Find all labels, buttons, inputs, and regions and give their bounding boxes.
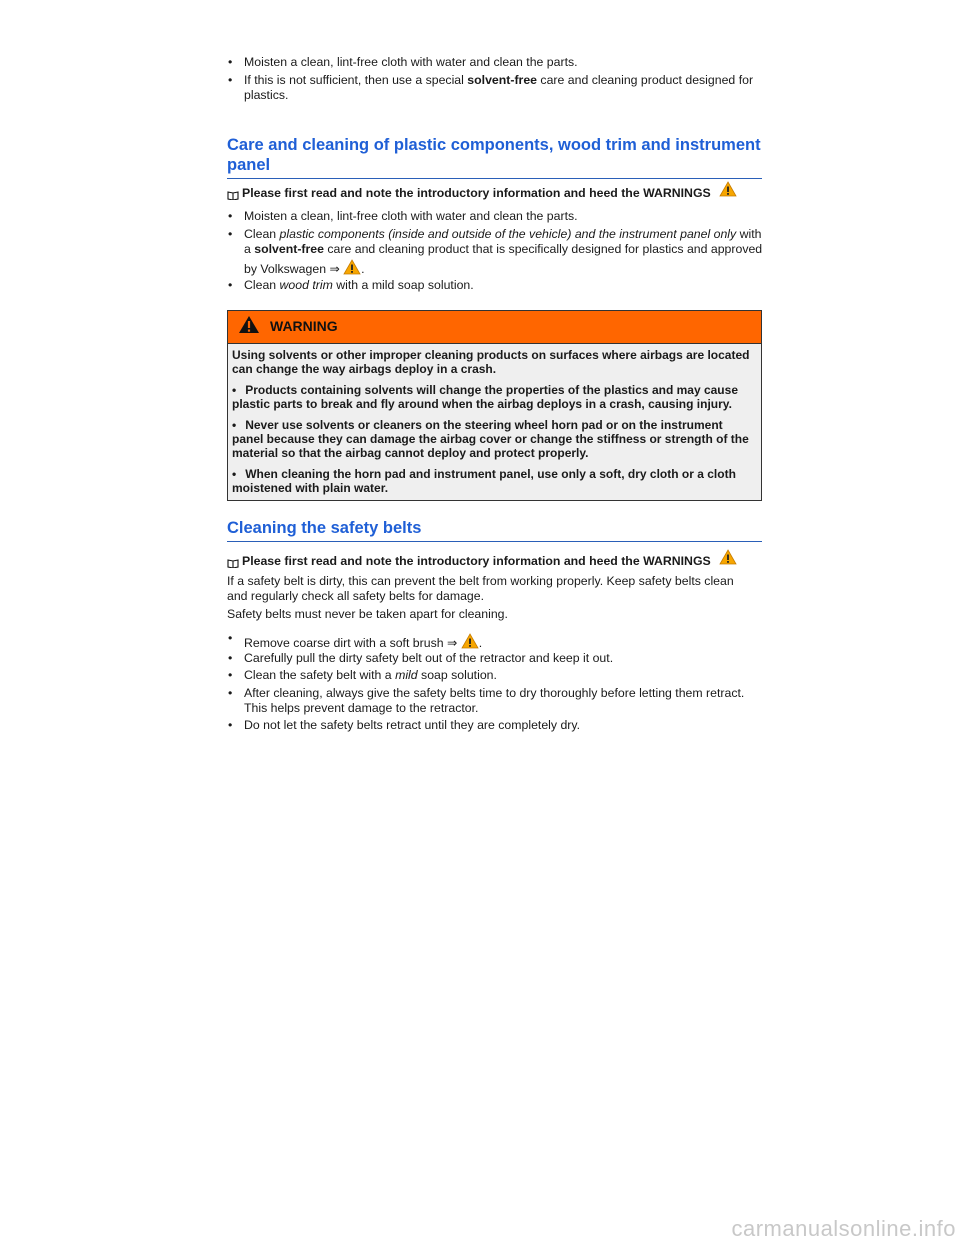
bullet-bold: solvent-free bbox=[254, 242, 324, 256]
warning-box bbox=[227, 310, 762, 501]
bullet-italic: wood trim bbox=[279, 278, 333, 292]
warning-item-text: Never use solvents or cleaners on the steering wheel horn pad or on the instrument panel because they can damage the airbag cover or change the stiffness or strength of the material so that the airbag cannot deploy and protect properly. bbox=[232, 417, 749, 461]
list-item bbox=[227, 278, 780, 293]
bullet: • bbox=[228, 73, 233, 87]
bullet-text: Remove coarse dirt with a soft brush ⇒ bbox=[244, 636, 461, 650]
bullet: • bbox=[232, 382, 237, 397]
note-text: Please first read and note the introductory information and heed the WARNINGS bbox=[242, 554, 711, 568]
bullet: • bbox=[232, 466, 237, 481]
list-item bbox=[227, 55, 780, 70]
note-text: Please first read and note the introductory information and heed the WARNINGS bbox=[242, 186, 711, 200]
list-item bbox=[227, 73, 763, 104]
warning-item-text: Products containing solvents will change the properties of the plastics and may cause plastic parts to break and fly around when the airbag deploys in a crash, causing injury. bbox=[232, 382, 738, 412]
bullet: • bbox=[228, 227, 233, 241]
bullet: • bbox=[228, 651, 233, 665]
warning-item bbox=[232, 467, 756, 496]
warning-triangle-icon bbox=[238, 315, 260, 338]
bullet: • bbox=[228, 668, 233, 682]
period: . bbox=[361, 262, 365, 276]
warning-item bbox=[232, 418, 756, 461]
bullet: • bbox=[228, 718, 233, 732]
warning-triangle-icon[interactable] bbox=[719, 181, 737, 201]
section-title: Care and cleaning of plastic components, wood trim and instrument panel bbox=[227, 136, 761, 174]
bullet-bold: solvent-free bbox=[467, 73, 538, 87]
bullet-text: If this is not sufficient, then use a special bbox=[244, 73, 468, 87]
warning-item bbox=[232, 383, 756, 412]
warning-triangle-icon[interactable] bbox=[343, 259, 361, 279]
bullet-text: soap solution. bbox=[417, 668, 497, 682]
warning-intro: Using solvents or other improper cleaning products on surfaces where airbags are located can change the way airbags deploy in a crash. bbox=[232, 348, 750, 377]
list-item bbox=[227, 668, 780, 683]
bullet-text: care and cleaning product that is specifically designed for plastics and approved by Volkswagen ⇒ bbox=[244, 242, 763, 276]
list-item bbox=[227, 651, 780, 666]
intro-note bbox=[227, 181, 737, 201]
bullet: • bbox=[232, 417, 237, 432]
warning-item-text: When cleaning the horn pad and instrument panel, use only a soft, dry cloth or a cloth moistened with plain water. bbox=[232, 466, 736, 496]
section-heading bbox=[227, 136, 762, 179]
period: . bbox=[478, 636, 483, 650]
bullet-text: with a mild soap solution. bbox=[332, 278, 474, 292]
bullet-text: with a bbox=[244, 227, 762, 256]
bullet: • bbox=[228, 209, 233, 223]
list-item bbox=[227, 686, 763, 717]
bullet-text: Moisten a clean, lint-free cloth with water and clean the parts. bbox=[244, 55, 578, 69]
bullet: • bbox=[228, 55, 233, 69]
bullet-text: Clean bbox=[244, 278, 280, 292]
bullet-italic: mild bbox=[395, 668, 418, 682]
bullet-text: care and cleaning product designed for plastics. bbox=[244, 73, 754, 103]
paragraph: If a safety belt is dirty, this can prevent the belt from working properly. Keep safety belts clean and regularly check all safety belts for damage. bbox=[227, 574, 734, 604]
warning-label: WARNING bbox=[270, 318, 338, 335]
warning-body bbox=[228, 344, 761, 500]
bullet-text: Clean bbox=[244, 227, 280, 241]
book-icon bbox=[227, 557, 239, 567]
watermark-text: carmanualsonline.info bbox=[731, 1215, 956, 1241]
bullet-text: Carefully pull the dirty safety belt out of the retractor and keep it out. bbox=[244, 651, 614, 665]
list-item bbox=[227, 209, 780, 224]
bullet: • bbox=[228, 631, 233, 645]
intro-note bbox=[227, 549, 737, 569]
warning-header bbox=[228, 311, 761, 344]
bullet-text: Moisten a clean, lint-free cloth with water and clean the parts. bbox=[244, 209, 578, 223]
bullet-text: Do not let the safety belts retract until they are completely dry. bbox=[244, 718, 581, 732]
section-heading bbox=[227, 519, 762, 542]
watermark bbox=[0, 1215, 960, 1242]
list-item bbox=[227, 227, 763, 277]
bullet: • bbox=[228, 686, 233, 700]
paragraph: Safety belts must never be taken apart for cleaning. bbox=[227, 607, 508, 621]
bullet-text: Clean the safety belt with a bbox=[244, 668, 396, 682]
warning-triangle-icon[interactable] bbox=[719, 549, 737, 569]
book-icon bbox=[227, 189, 239, 199]
section-title: Cleaning the safety belts bbox=[227, 519, 422, 537]
list-item bbox=[227, 631, 763, 651]
bullet-italic: plastic components (inside and outside of the vehicle) and the instrument panel only bbox=[279, 227, 737, 241]
bullet-text: After cleaning, always give the safety belts time to dry thoroughly before letting them retract. This helps prevent damage to the retractor. bbox=[244, 686, 745, 716]
bullet: • bbox=[228, 278, 233, 292]
list-item bbox=[227, 718, 780, 733]
